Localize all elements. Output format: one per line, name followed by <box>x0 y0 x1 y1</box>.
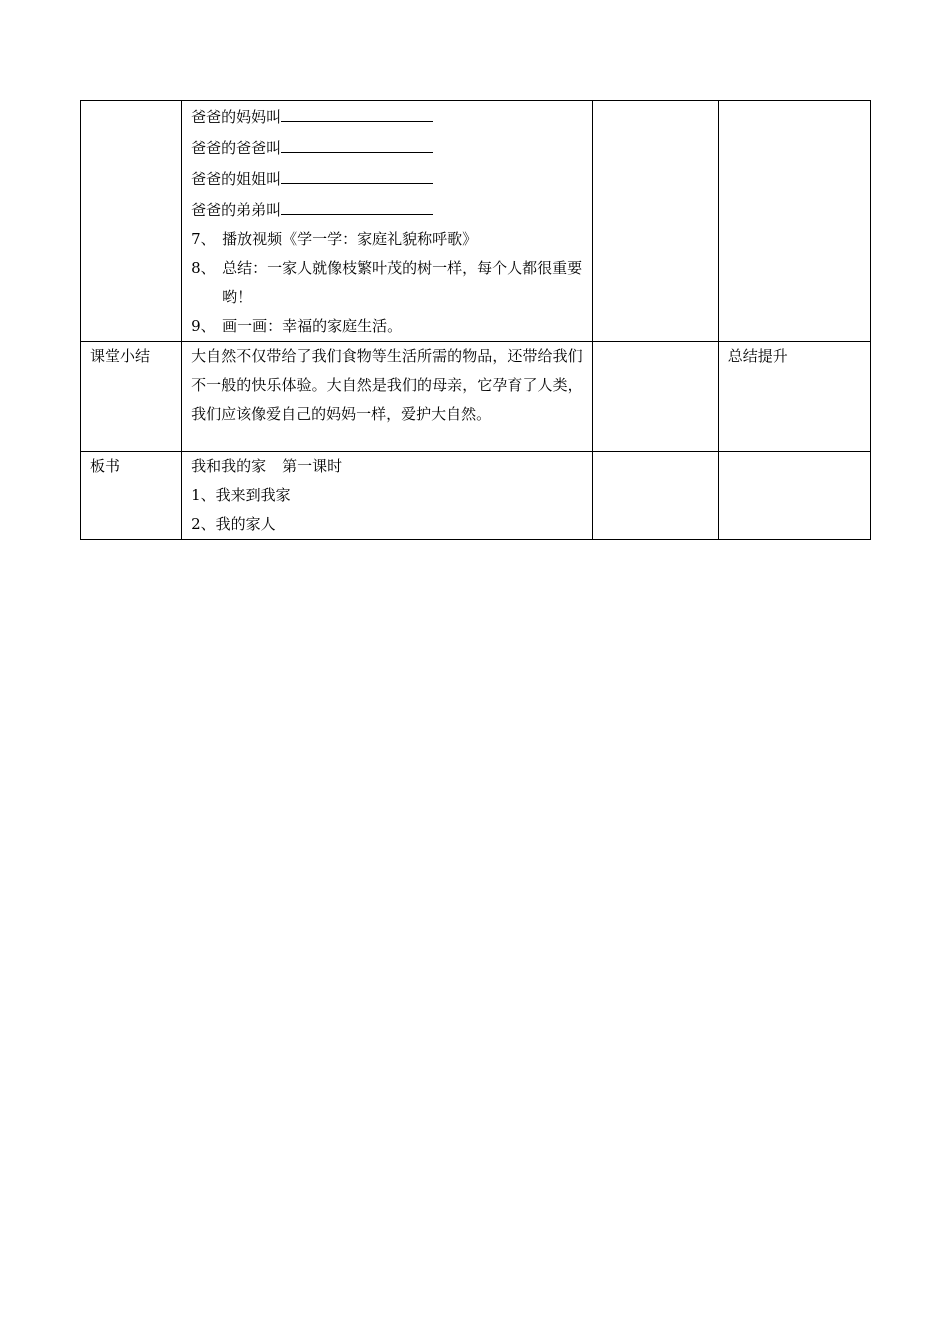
item-number: 7、 <box>191 230 216 248</box>
item-text: 画一画：幸福的家庭生活。 <box>222 317 403 335</box>
table-row-activities <box>81 101 871 342</box>
board-content <box>182 452 593 540</box>
empty-cell <box>718 101 870 342</box>
list-item <box>191 312 583 341</box>
empty-cell <box>592 342 718 452</box>
item-number: 8、 <box>191 259 216 277</box>
board-title: 我和我的家 <box>191 457 267 475</box>
fill-line <box>191 132 583 163</box>
item-number: 9、 <box>191 317 216 335</box>
empty-cell <box>592 452 718 540</box>
empty-cell <box>718 452 870 540</box>
fill-line <box>191 163 583 194</box>
fill-line-label: 爸爸的姐姐叫 <box>191 170 282 188</box>
summary-label: 课堂小结 <box>81 342 182 452</box>
row-label-cell-empty <box>81 101 182 342</box>
fill-line <box>191 101 583 132</box>
board-label: 板书 <box>81 452 182 540</box>
summary-note: 总结提升 <box>718 342 870 452</box>
item-text: 总结：一家人就像枝繁叶茂的树一样，每个人都很重要哟！ <box>222 259 583 306</box>
empty-cell <box>592 101 718 342</box>
fill-line <box>191 194 583 225</box>
fill-line-label: 爸爸的妈妈叫 <box>191 108 282 126</box>
list-item <box>191 225 583 254</box>
answer-blank <box>281 101 433 122</box>
summary-text: 大自然不仅带给了我们食物等生活所需的物品，还带给我们不一般的快乐体验。大自然是我们的母亲，它孕育了人类，我们应该像爱自己的妈妈一样，爱护大自然。 <box>191 347 583 423</box>
summary-content <box>182 342 593 452</box>
board-point: 2、我的家人 <box>191 515 276 533</box>
list-item <box>191 254 583 312</box>
fill-line-label: 爸爸的弟弟叫 <box>191 201 282 219</box>
lesson-plan-table <box>80 100 871 540</box>
board-heading <box>191 452 583 481</box>
board-subtitle: 第一课时 <box>282 457 343 475</box>
fill-line-label: 爸爸的爸爸叫 <box>191 139 282 157</box>
board-point: 1、我来到我家 <box>191 486 291 504</box>
answer-blank <box>281 132 433 153</box>
item-text: 播放视频《学一学：家庭礼貌称呼歌》 <box>222 230 478 248</box>
answer-blank <box>281 194 433 215</box>
table-row-board <box>81 452 871 540</box>
table-row-summary <box>81 342 871 452</box>
answer-blank <box>281 163 433 184</box>
activities-cell <box>182 101 593 342</box>
